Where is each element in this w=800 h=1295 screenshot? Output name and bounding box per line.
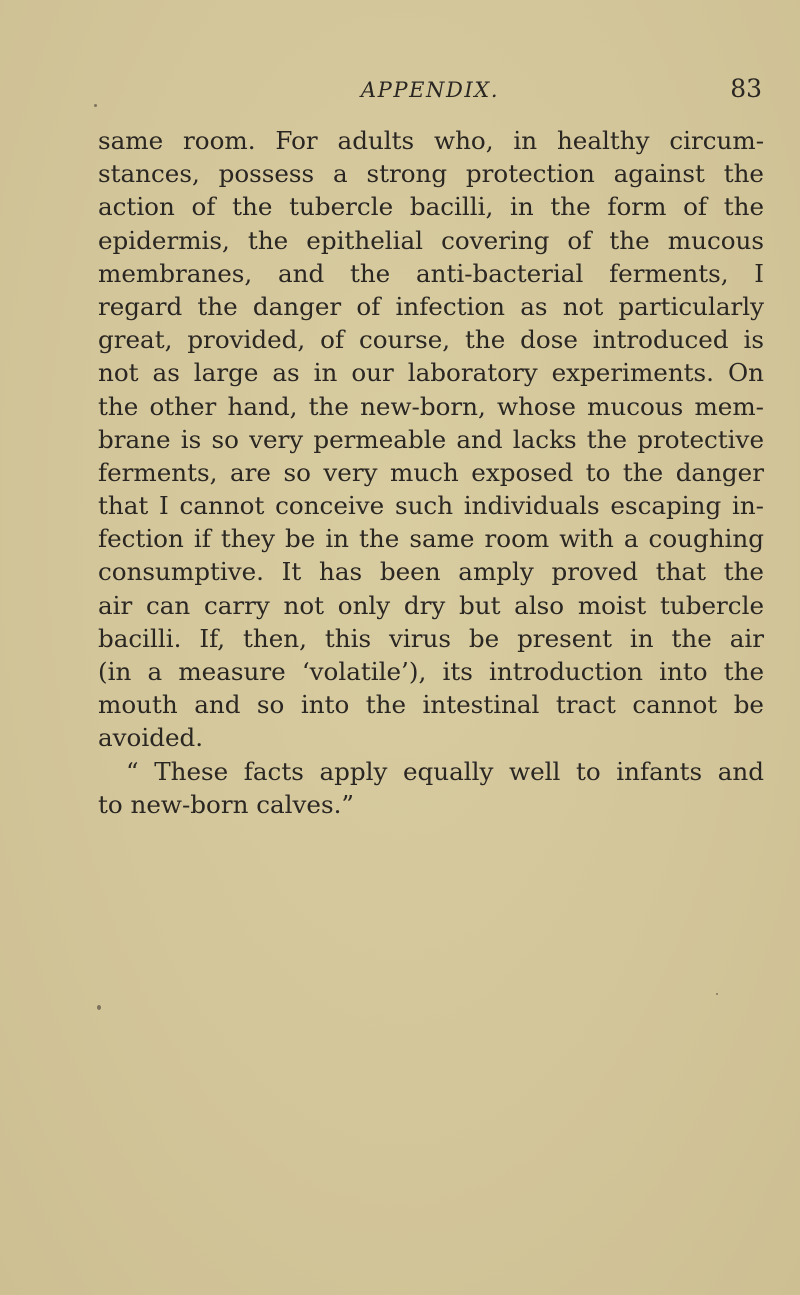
text-line: fection if they be in the same room with a coughing bbox=[98, 524, 764, 554]
text-line: epidermis, the epithelial covering of the mucous bbox=[98, 225, 764, 255]
text-line: avoided. bbox=[98, 723, 204, 753]
running-head bbox=[98, 74, 762, 108]
text-line: stances, possess a strong protection against the bbox=[98, 159, 764, 189]
page-number: 83 bbox=[730, 74, 762, 103]
text-line: to new-born calves.” bbox=[98, 789, 354, 819]
text-line: consumptive. It has been amply proved that the bbox=[98, 557, 764, 587]
text-line: the other hand, the new-born, whose mucous mem- bbox=[98, 391, 764, 421]
text-line: same room. For adults who, in healthy circum- bbox=[98, 126, 764, 155]
text-line: regard the danger of infection as not particularly bbox=[98, 291, 764, 321]
text-line: great, provided, of course, the dose introduced is bbox=[98, 325, 764, 355]
text-line: action of the tubercle bacilli, in the form of the bbox=[98, 192, 764, 222]
paper-speck bbox=[94, 104, 97, 107]
text-line: membranes, and the anti-bacterial ferments, I bbox=[98, 258, 764, 288]
running-title: APPENDIX. bbox=[360, 78, 500, 102]
text-line: mouth and so into the intestinal tract cannot be bbox=[98, 690, 764, 720]
text-line: that I cannot conceive such individuals escaping in- bbox=[98, 491, 764, 521]
body-text bbox=[98, 124, 764, 821]
text-line: ferments, are so very much exposed to the danger bbox=[98, 457, 764, 487]
text-line: not as large as in our laboratory experiments. On bbox=[98, 358, 764, 388]
paper-speck bbox=[97, 1005, 101, 1010]
text-line: (in a measure ‘volatile’), its introduction into the bbox=[98, 657, 764, 686]
text-line: air can carry not only dry but also moist tubercle bbox=[98, 590, 764, 620]
paper-speck bbox=[716, 993, 718, 995]
text-line: “ These facts apply equally well to infants and bbox=[126, 756, 764, 786]
text-line: bacilli. If, then, this virus be present in the air bbox=[98, 623, 764, 653]
text-line: brane is so very permeable and lacks the protective bbox=[98, 424, 764, 454]
